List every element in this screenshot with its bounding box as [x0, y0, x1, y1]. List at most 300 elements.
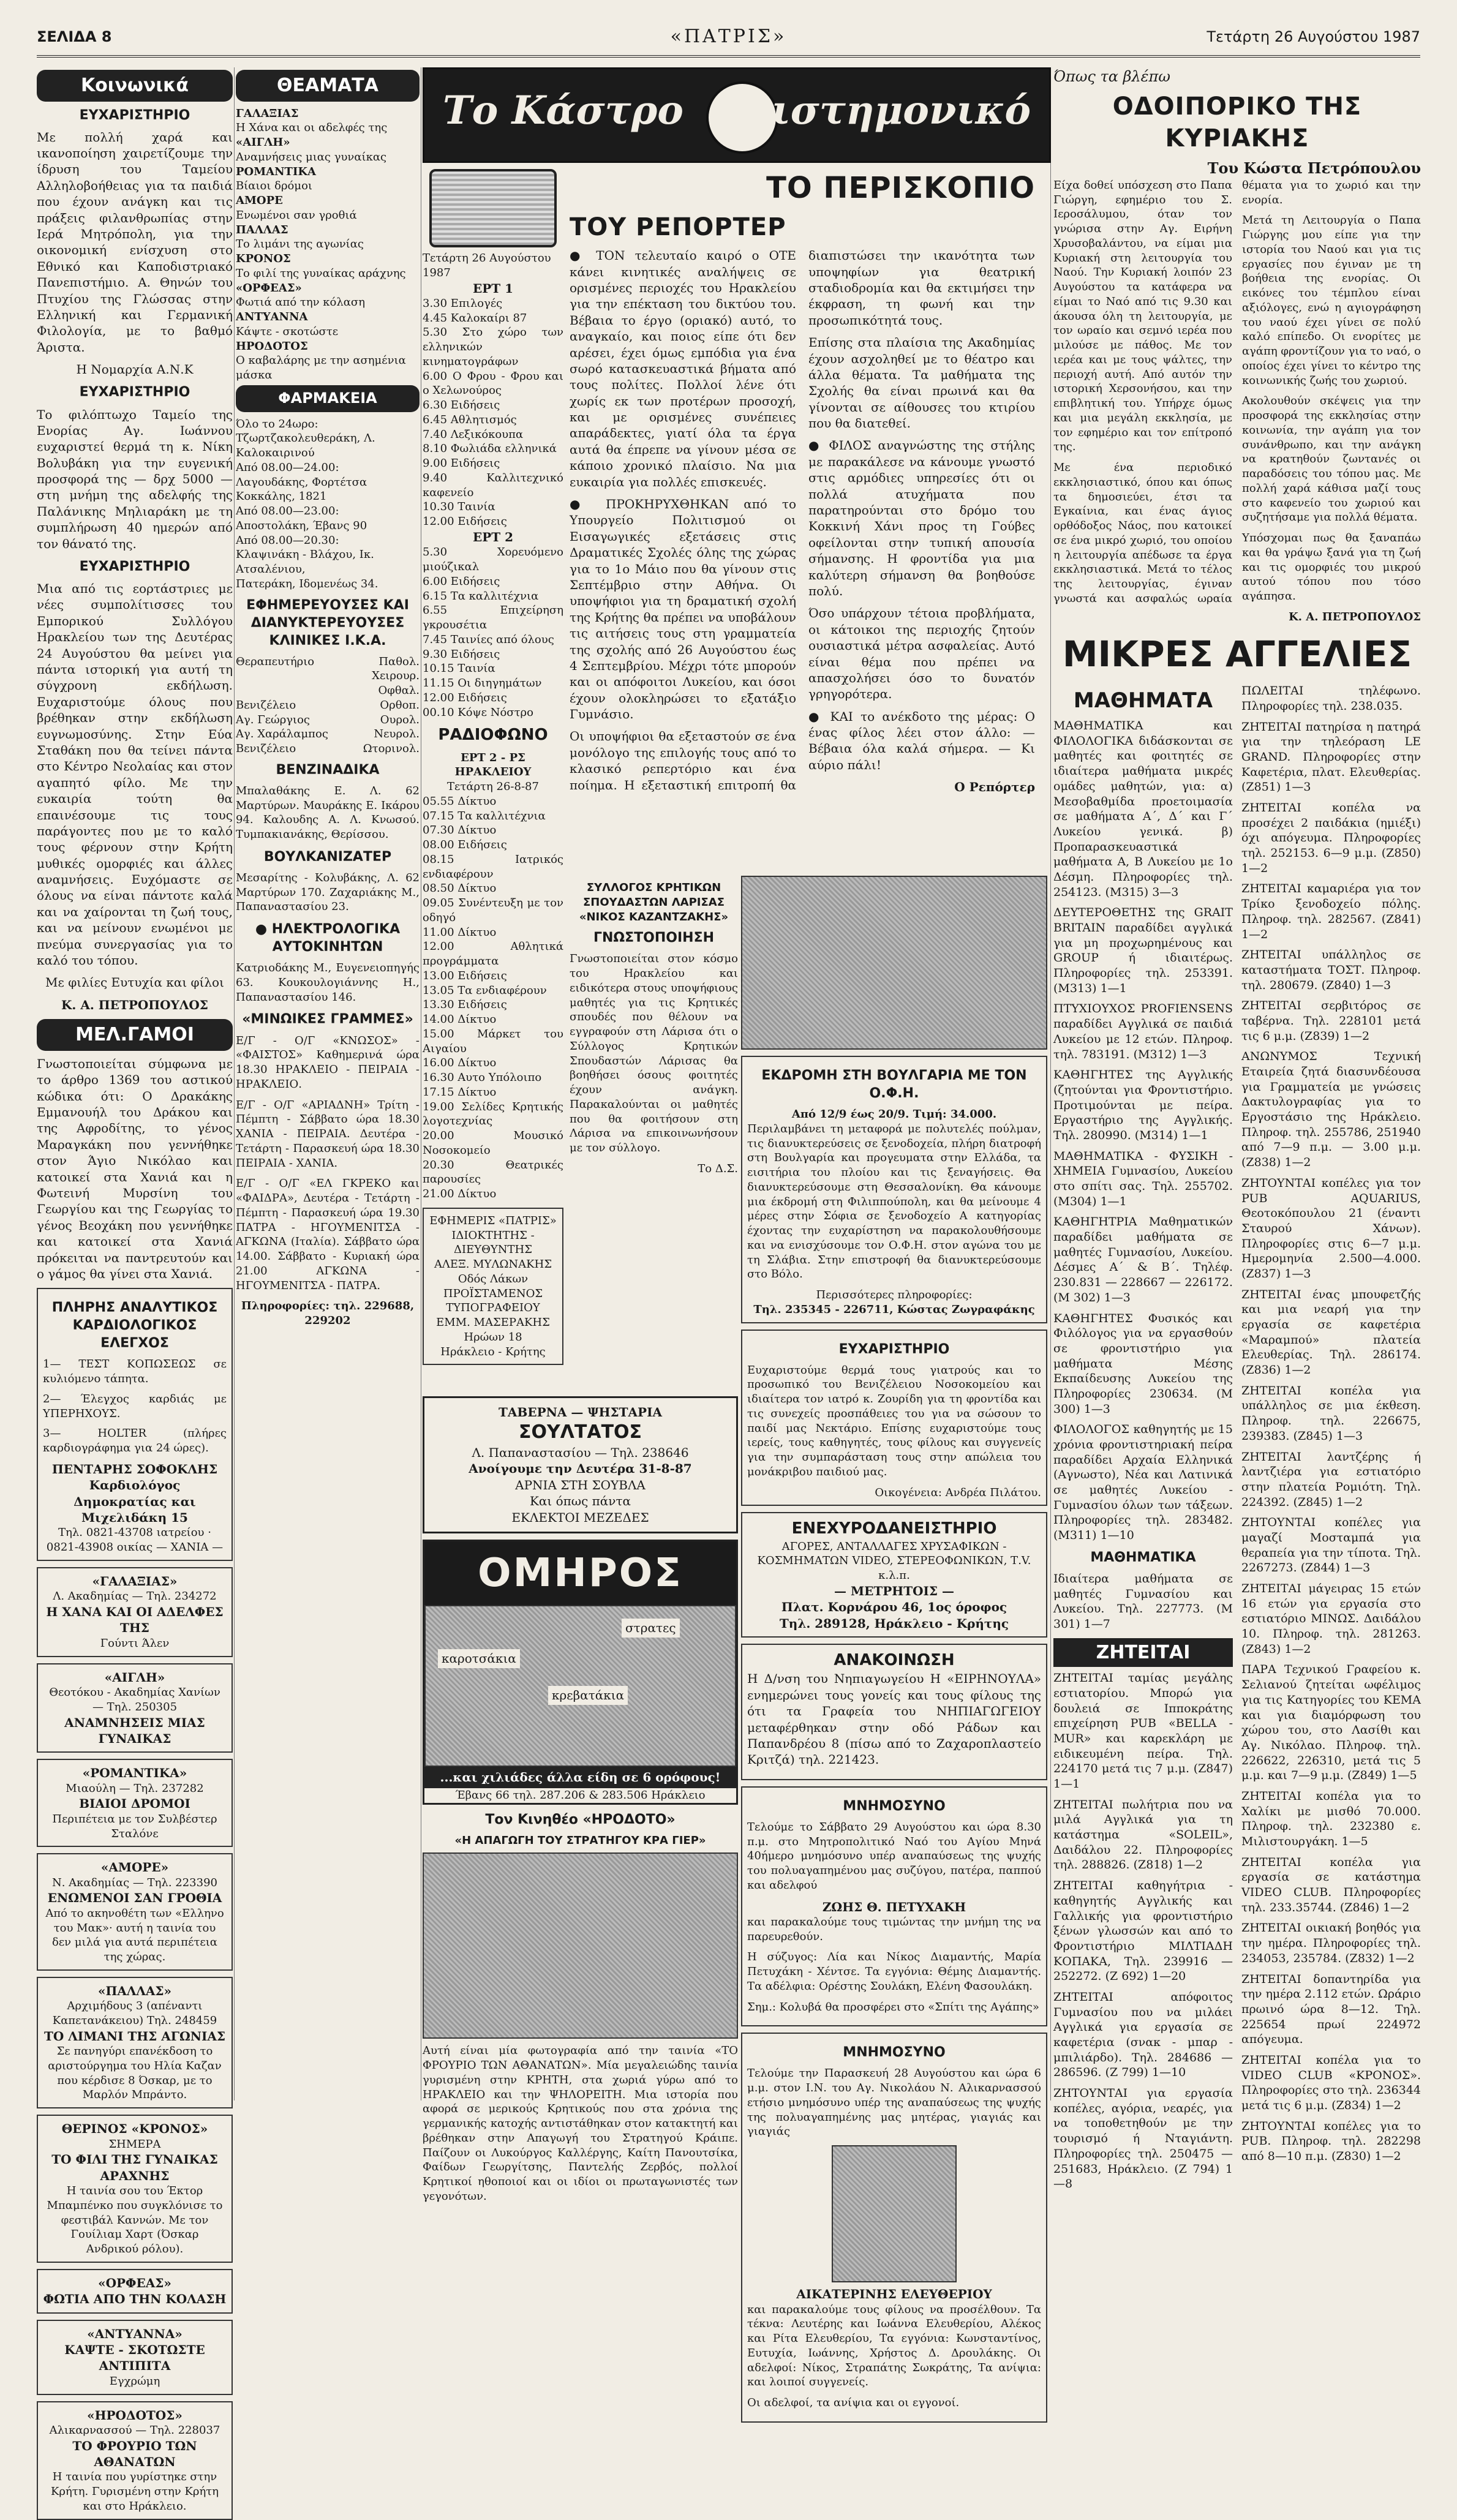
- schedule-item: 9.00 Ειδήσεις: [423, 457, 500, 470]
- cinema-short-film: Φωτιά από την κόλαση: [236, 296, 365, 309]
- clinic-specialty: Νευρολ.: [374, 728, 420, 741]
- tv-schedule: [423, 545, 563, 720]
- wanted-title: ΖΗΤΕΙΤΑΙ: [1053, 1638, 1233, 1668]
- film-description: Αυτή είναι μία φωτογραφία από την ταινία «ΤΟ ΦΡΟΥΡΙΟ ΤΩΝ ΑΘΑΝΑΤΩΝ». Μία μεγαλειώδης ταινία γυρισμένη στην ΚΡΗΤΗ, στα χωριά γύρω από το ΗΡΑΚΛΕΙΟ και την ΨΗΛΟΡΕΙΤΗ. Μια ιστορία που αφορά σε μερικούς Κρητικούς που στα χρόνια της γερμανικής κατοχής αντιστάθηκαν στον κατακτητή και βρέθηκαν στην Απαγωγή του Στρατηγού Κράιπε. Παίζουν οι Λυκούργος Καλλέργης, Καίτη Πανουτσίκα, Φαίδων Γεωργίτσης, Παντελής Ζερβός, πολλοί Κρητικοί ηθοποιοί και οι ιδίοι οι πρωταγωνιστές των γεγονότων.: [423, 2044, 738, 2203]
- memorial-note: Οι αδελφοί, τα ανίψια και οι εγγονοί.: [747, 2396, 960, 2410]
- memorial-notice: [741, 1786, 1047, 2027]
- job-ad: ΖΗΤΕΙΤΑΙ καμαριέρα για τον Τρίκο ξενοδοχείο πόλης. Πληροφ. τηλ. 282567. (Ζ841) 1—2: [1241, 882, 1421, 941]
- cardiology-doctor: ΠΕΝΤΑΡΗΣ ΣΟΦΟΚΛΗΣ Καρδιολόγος: [51, 1461, 218, 1493]
- job-ad: ΖΗΤΕΙΤΑΙ κοπέλα για το Χαλίκι με μισθό 70.000. Πληροφ. τηλ. 232380 ε. Μιλιστουργάκη. 1—5: [1241, 1789, 1421, 1849]
- thanks-text: Ευχαριστούμε θερμά τους γιατρούς και το προσωπικό του Βενιζέλειου Νοσοκομείου και ιδιαίτερα τον ιατρό κ. Ζουρίδη για τη φροντίδα και τις συνεχείς προσπάθειες του για να σώσουν το παιδί μας Νεκτάριο. Επίσης ευχαριστούμε τους ιερείς, τους καθηγητές, τους φίλους και συγγενείς για την συμπαράσταση τους στην απώλεια του μονάκριβου παιδιού μας.: [747, 1363, 1041, 1478]
- schedule-item: 6.00 Ο Φρου - Φρου και ο Χελωνούρος: [423, 369, 563, 397]
- schedule-item: 3.30 Επιλογές: [423, 296, 503, 310]
- cinema-info: Λ. Ακαδημίας — Τηλ. 234272: [53, 1590, 217, 1603]
- schedule-item: 6.55 Επιχείρηση γκρουσέτια: [423, 604, 563, 632]
- radio-station: ΕΡΤ 2 - ΡΣ ΗΡΑΚΛΕΙΟΥ: [454, 751, 532, 779]
- feature-paragraph: Μετά τη Λειτουργία ο Παπα Γιώργης μου είπε για την ιστορία του Ναού και για τις εργασίες που έγιναν με τη βοήθεια της ενορίας. Οι εικόνες του τέμπλου είναι αξιόλογες, ενώ η αγιογράφηση του ναού έχει γίνει σε πολύ καλό επίπεδο. Οι ενορίτες με αγάπη φροντίζουν για το ναό, ο οποίος έχει γίνει το κέντρο της κοινωνικής ζωής του χωριού.: [1242, 214, 1421, 387]
- notice-title: ΓΝΩΣΤΟΠΟΙΗΣΗ: [593, 930, 715, 946]
- fuel-title: ΒΕΝΖΙΝΑΔΙΚΑ: [276, 762, 380, 778]
- job-ad: ΖΗΤΕΙΤΑΙ ένας μπουφετζής και μια νεαρή για την εργασία σε καφετέρια «Μαραμπού» πλατεία Ελευθερίας. Τηλ. 286174. (Ζ836) 1—2: [1241, 1287, 1421, 1377]
- memorial-notice: [741, 2033, 1047, 2422]
- cinema-ad: [37, 2115, 233, 2263]
- clinics-title: ΕΦΗΜΕΡΕΥΟΥΣΕΣ ΚΑΙ ΔΙΑΝΥΚΤΕΡΕΥΟΥΣΕΣ ΚΛΙΝΙΚΕΣ Ι.Κ.Α.: [246, 597, 409, 649]
- wanted-ad: ΖΗΤΕΙΤΑΙ πωλήτρια που να μιλά Αγγλικά για τη κατάστημα «SOLEIL», Δαιδάλου 22. Πληροφορίες τηλ. 288826. (Ζ818) 1—2: [1053, 1797, 1233, 1872]
- kindergarten-ad: [741, 1644, 1047, 1780]
- clinic-specialty: Ωτορινολ.: [363, 742, 420, 756]
- schedule-item: 08.00 Ειδήσεις: [423, 838, 507, 852]
- cinema-note: Η ταινία που γυρίστηκε στην Κρήτη. Γυρισμένη στην Κρήτη και στο Ηράκλειο.: [50, 2470, 219, 2513]
- lessons-list: [1053, 718, 1233, 1543]
- schedule-item: 6.15 Τα καλλιτέχνια: [423, 589, 539, 603]
- tavern-more: Και όπως πάντα: [529, 1494, 631, 1509]
- jobs-list: [1241, 683, 1421, 1783]
- cinema-film: ΕΝΩΜΕΝΟΙ ΣΑΝ ΓΡΟΘΙΑ: [47, 1890, 222, 1906]
- cardiology-address: Δημοκρατίας και Μιχελιδάκη 15: [73, 1494, 196, 1525]
- thanks-heading: ΕΥΧΑΡΙΣΤΗΡΙΟ: [79, 385, 190, 401]
- section-title-weddings: ΜΕΛ.ΓΑΜΟΙ: [37, 1019, 233, 1051]
- cinema-ad: [37, 1977, 233, 2108]
- social-paragraph: Το φιλόπτωχο Ταμείο της Ενορίας Αγ. Ιωάννου ευχαριστεί θερμά τη κ. Νίκη Βολυβάκη για την ευγενική προσφορά της — δρχ 5000 — στη μνήμη της αδελφής της Παλάνικης Μηλιαράκη με τη συμπλήρωση 40 ημερών από τον θάνατό της.: [37, 407, 233, 551]
- issue-date: Τετάρτη 26 Αυγούστου 1987: [1207, 28, 1420, 45]
- cinema-note: Η ταινία σου του Έκτορ Μπαμπένκο που συγκλόνισε το φεστιβάλ Καννών. Με τον Γουίλιαμ Χαρτ (Όσκαρ Ανδρικού ρόλου).: [47, 2184, 223, 2256]
- schedule-item: 9.30 Ειδήσεις: [423, 647, 500, 661]
- cinema-ad: [37, 2320, 233, 2395]
- job-ad: ΖΗΤΕΙΤΑΙ κοπέλα για το VIDEO CLUB «ΚΡΟΝΟΣ». Πληροφορίες στο τηλ. 236344 μετά τις 6 μ.μ. (Ζ834) 1—2: [1241, 2053, 1421, 2113]
- thanks-heading: ΕΥΧΑΡΙΣΤΗΡΙΟ: [79, 107, 190, 123]
- periscope-paragraph: ● ΚΑΙ το ανέκδοτο της μέρας: Ο ένας φίλος λέει στον άλλο: — Βέβαια όλα καλά σήμερα. — Κι αύριο πάλι!: [808, 709, 1035, 772]
- schedule-item: 21.00 Δίκτυο: [423, 1187, 497, 1201]
- lesson-ad: ΔΕΥΤΕΡΟΘΕΤΗΣ της GRAIT BRITAIN παραδίδει αγγλικά για μη προχωρημένους και GROUP ή ιδιαιτέρως. Πληροφορίες τηλ. 253391. (Μ313) 1—1: [1053, 906, 1233, 995]
- periscope-paragraph: Οι υποψήφιοι θα εξεταστούν σε ένα μονόλογο της επιλογής τους από το κλασικό ρεπερτόριο και ένα ποίημα. Η εξεταστική επιτροπή θα διαπιστώσει την ικανότητα των υποψηφίων για θεατρική σταδιοδρομία και θα εκτιμήσει την έκφραση, τη φωνή και την προσωπικότητά τους.: [570, 248, 1035, 792]
- shop-ad: [423, 1540, 738, 1805]
- ships-title: «ΜΙΝΩΙΚΕΣ ΓΡΑΜΜΕΣ»: [242, 1012, 413, 1028]
- tavern-address: Λ. Παπαναστασίου — Τηλ. 238646: [472, 1445, 689, 1460]
- trip-info: Περισσότερες πληροφορίες:: [816, 1288, 973, 1302]
- column-feature-classifieds: [1053, 67, 1421, 2191]
- trip-phone: Τηλ. 235345 - 226711, Κώστας Ζωγραφάκης: [753, 1303, 1035, 1316]
- column-announcements: [741, 876, 1047, 2410]
- pawnshop-services: ΑΓΟΡΕΣ, ΑΝΤΑΛΛΑΓΕΣ ΧΡΥΣΑΦΙΚΩΝ - ΚΟΣΜΗΜΑΤΩΝ VIDEO, ΣΤΕΡΕΟΦΩΝΙΚΩΝ, Τ.V. κ.λ.π.: [757, 1540, 1031, 1582]
- page-header: [37, 24, 1420, 58]
- imprint-line: Οδός Λάκων: [457, 1272, 529, 1285]
- ship-schedule: Ε/Γ - Ο/Γ «ΑΡΙΑΔΝΗ» Τρίτη - Πέμπτη - Σάββατο ώρα 18.30 ΧΑΝΙΑ - ΠΕΙΡΑΙΑ. Δευτέρα - Τετάρτη - Παρασκευή ώρα 18.30 ΠΕΙΡΑΙΑ - ΧΑΝΙΑ.: [236, 1098, 420, 1170]
- memorial-note: Σημ.: Κολυβά θα προσφέρει στο «Σπίτι της Αγάπης»: [747, 2000, 1039, 2014]
- schedule-item: 16.30 Αυτο Υπόλοιπο: [423, 1071, 542, 1085]
- clinic-specialty: Ορθοπ.: [380, 698, 420, 712]
- cinema-info: ΣΗΜΕΡΑ: [108, 2137, 161, 2151]
- pharmacy-line: Λαγουδάκης, Φορτέτσα: [236, 475, 367, 489]
- cinema-ad: [37, 1567, 233, 1657]
- fuel-text: Μπαλαθάκης Ε. Λ. 62 Μαρτύρων. Μαυράκης Ε. Ικάρου 94. Καλουδης Α. Λ. Κνωσού. Τυμπακιανάκης, Θερίσσου.: [236, 784, 420, 841]
- schedule-item: 19.00 Σελίδες Κρητικής λογοτεχνίας: [423, 1100, 563, 1128]
- clinic-row: [236, 742, 420, 756]
- bus-illustration: [741, 876, 1047, 1050]
- cinema-short-film: Ο καβαλάρης με την ασημένια μάσκα: [236, 354, 406, 382]
- pharmacy-line: Τζωρτζακολευθεράκη, Λ. Καλοκαιρινού: [236, 432, 375, 460]
- cinema-film: ΤΟ ΦΡΟΥΡΙΟ ΤΩΝ ΑΘΑΝΑΤΩΝ: [72, 2438, 197, 2470]
- periscope-signature: Ο Ρεπόρτερ: [954, 780, 1035, 795]
- lesson-ad: ΜΑΘΗΜΑΤΙΚΑ και ΦΙΛΟΛΟΓΙΚΑ διδάσκονται σε μαθητές και φοιτητές σε ιδιαίτερα μαθήματα μικρές ομάδες μαθητών, για: α) Μεσοβαθμίδα προετοιμασία σε μαθήματα Α΄, Δ΄ και Γ΄ Λυκείου γενικά. β) Προπαρασκευαστικά μαθήματα Α, Β Λυκείου με 1ο Δέσμη. Πληροφορίες τηλ. 254123. (Μ315) 3—3: [1053, 719, 1233, 899]
- social-signature: Με φιλίες Ευτυχία και φίλοι: [45, 975, 224, 990]
- clinic-row: [236, 683, 420, 698]
- shop-phone: Έβανς 66 τηλ. 287.206 & 283.506 Ηράκλειο: [455, 1788, 706, 1802]
- memorial-text: Τελούμε το Σάββατο 29 Αυγούστου και ώρα 8.30 π.μ. στο Μητροπολιτικό Ναό του Αγίου Μηνά 40ήμερο μνημόσυνο υπέρ αναπαύσεως της ψυχής του πολυαγαπημένου μας συζύγου, πατέρα, παππού και αδελφού: [747, 1820, 1041, 1892]
- cinema-info: Θεοτόκου - Ακαδημίας Χανίων — Τηλ. 250305: [49, 1686, 220, 1713]
- memorial-text: και παρακαλούμε τους φίλους να προσέλθουν. Τα τέκνα: Λευτέρης και Ιωάννα Ελευθερίου, Αλέκος και Ρίτα Ελευθερίου, Τα εγγόνια: Κωνσταντίνος, Ευτυχία, Ιωάννης, Χρήστος Δ. Δρουλάκης. Οι αδελφοί: Νίκος, Στραπάτης Σωκράτης, Τα ανίψια: και λοιποί συγγενείς.: [747, 2303, 1041, 2389]
- column-entertainment: [236, 67, 420, 2101]
- clinic-row: [236, 713, 420, 728]
- vulcanizer-title: ΒΟΥΛΚΑΝΙΖΑΤΕΡ: [263, 849, 392, 865]
- lesson-ad: ΚΑΘΗΓΗΤΡΙΑ Μαθηματικών παραδίδει μαθήματα σε μαθητές Γυμνασίου, Λυκείου. Δέσμες Α΄ & Β΄. Τηλέφ. 230.831 — 228667 — 226172. (Μ 302) 1—3: [1053, 1215, 1233, 1304]
- cinema-ad: [37, 2269, 233, 2314]
- cardiology-item: 1— ΤΕΣΤ ΚΟΠΩΣΕΩΣ σε κυλιόμενο τάπητα.: [43, 1358, 227, 1386]
- pawnshop-title: ΕΝΕΧΥΡΟΔΑΝΕΙΣΤΗΡΙΟ: [791, 1519, 997, 1538]
- thanks-title: ΕΥΧΑΡΙΣΤΗΡΙΟ: [838, 1341, 950, 1357]
- cinema-short-name: ΚΡΟΝΟΣ: [236, 252, 291, 266]
- cinema-film: Η ΧΑΝΑ ΚΑΙ ΟΙ ΑΔΕΛΦΕΣ ΤΗΣ: [46, 1604, 224, 1636]
- tavern-opening: Ανοίγουμε την Δευτέρα 31-8-87: [469, 1461, 692, 1476]
- schedule-item: 15.00 Μάρκετ του Αιγαίου: [423, 1027, 563, 1055]
- job-ad: ΠΑΡΑ Τεχνικού Γραφείου κ. Σελιανού ζητείται ωφέλιμος για τις Κατηγορίες του ΚΕΜΑ και για διαμόρφωση του χώρου του, στο Λασίθι και Αγ. Νικόλαο. Πληροφ. τηλ. 226622, 226310, μετά τις 5 μ.μ. και 7—9 μ.μ. (Ζ849) 1—5: [1241, 1663, 1421, 1783]
- cinema-name: «ΑΙΓΛΗ»: [104, 1669, 165, 1685]
- cinema-name: «ΓΑΛΑΞΙΑΣ»: [92, 1573, 178, 1589]
- schedule-item: 11.15 Οι διηγημάτων: [423, 677, 542, 690]
- clinics-table: [236, 655, 420, 756]
- pawnshop-ad: [741, 1512, 1047, 1638]
- thanks-ad: [741, 1330, 1047, 1506]
- job-ad: ΖΗΤΕΙΤΑΙ πατηρίσα η πατηρά για την τηλεόραση LE GRAND. Πληροφορίες στην Καφετέρια, πλατ. Ελευθερίας. (Ζ851) 1—3: [1241, 720, 1421, 794]
- cinema-name: «ΑΜΟΡΕ»: [100, 1860, 169, 1875]
- cinema-name: «ΠΑΛΛΑΣ»: [97, 1983, 172, 1998]
- cinema-short-name: ΡΟΜΑΝΤΙΚΑ: [236, 165, 316, 178]
- lesson-ad: ΦΙΛΟΛΟΓΟΣ καθηγητής με 15 χρόνια φροντιστηριακή πείρα παραδίδει Αρχαία Ελληνικά (Αγνωστο), Νέα και Λατινικά σε μαθητές Λυκείου - Γυμνασίου όλων των τάξεων. Πληροφορίες τηλ. 283482. (Μ311) 1—10: [1053, 1423, 1233, 1543]
- feature-kicker: Όπως τα βλέπω: [1053, 68, 1170, 85]
- lesson-ad: ΜΑΘΗΜΑΤΙΚΑ - ΦΥΣΙΚΗ - ΧΗΜΕΙΑ Γυμνασίου, Λυκείου στο σπίτι σας. Τηλ. 255702. (Μ304) 1—1: [1053, 1149, 1233, 1208]
- cinema-ad: [37, 1663, 233, 1753]
- column-ads: [423, 1390, 738, 2203]
- periscope-article: [570, 165, 1035, 870]
- cinema-film: ΦΩΤΙΑ ΑΠΟ ΤΗΝ ΚΟΛΑΣΗ: [43, 2292, 227, 2307]
- trip-ad: [741, 1056, 1047, 1323]
- cinema-short-film: Αναμνήσεις μιας γυναίκας: [236, 150, 387, 164]
- feature-paragraph: Με ένα περιοδικό εκκλησιαστικό, όπου και όπως τα δημοσιεύει, έτσι τα Εγκαίνια, και ένας άγιος ορθόδοξος Νάος, που κατοικεί σε ένα μικρό χωριό, του οποίου η λειτουργία απέδωσε τα έργα εκκλησιαστικά. Μετά το τέλος της λειτουργίας, έγιναν γνωστά και ασφαλώς ωραία θέματα για το χωριό και την ενορία.: [1053, 178, 1421, 605]
- wanted-ad: ΖΗΤΟΥΝΤΑΙ για εργασία κοπέλες, αγόρια, νεαρές, για να τοποθετηθούν με την τουρισμό ή Νταγιάντη. Πληροφορίες τηλ. 250475 — 251683, Ηράκλειο. (Ζ 794) 1—8: [1053, 2086, 1233, 2191]
- schedule-item: 7.40 Λεξικόκουπα: [423, 427, 524, 441]
- trip-title: ΕΚΔΡΟΜΗ ΣΤΗ ΒΟΥΛΓΑΡΙΑ ΜΕ ΤΟΝ Ο.Φ.Η.: [761, 1068, 1027, 1102]
- tavern-kind: ΤΑΒΕΡΝΑ — ΨΗΣΤΑΡΙΑ: [499, 1405, 662, 1420]
- job-ad: ΖΗΤΕΙΤΑΙ κοπέλα να προσέχει 2 παιδάκια (ημιέξι) όχι απόγευμα. Πληροφορίες τηλ. 252153. 6—9 μ.μ. (Ζ850) 1—2: [1241, 801, 1421, 875]
- pharmacy-line: Κλαψινάκη - Βλάχου, Ικ. Ατσαλένιου,: [236, 548, 374, 576]
- pharmacy-list: [236, 417, 420, 592]
- cinema-name: ΘΕΡΙΝΟΣ «ΚΡΟΝΟΣ»: [61, 2121, 208, 2137]
- schedule-item: 16.00 Δίκτυο: [423, 1056, 497, 1070]
- pharmacy-line: Από 08.00—24.00:: [236, 461, 339, 474]
- cinema-info: Ν. Ακαδημίας — Τηλ. 223390: [51, 1876, 217, 1889]
- cinema-info: Μιαούλη — Τηλ. 237282: [66, 1781, 204, 1795]
- schedule-item: 14.00 Δίκτυο: [423, 1013, 497, 1026]
- periscope-paragraph: ● ΠΡΟΚΗΡΥΧΘΗΚΑΝ από το Υπουργείο Πολιτισμού οι Εισαγωγικές εξετάσεις στις Δραματικές Σχολές όλης της χώρας για το 1ο Μάιο που θα γίνουν στις Σεπτέμβριο στην Αθήνα. Οι υποψήφιοι για τη δραματική σχολή της Κρήτης θα πρέπει να υποβάλουν τις αιτήσεις τους στη γραμματεία της σχολής από 26 Αυγούστου έως 4 Σεπτεμβρίου. Μέχρι τότε μπορούν και οι απόφοιτοι Λυκείου, και όσοι έχουν ολοκληρώσει το εξατάξιο Γυμνάσιο.: [570, 497, 796, 722]
- schedule-item: 6.00 Ειδήσεις: [423, 574, 500, 588]
- schedule-item: 7.45 Ταινίες από όλους: [423, 633, 554, 646]
- clinic-name: Θεραπευτήριο: [236, 655, 315, 668]
- imprint-line: Ηρώων 18: [464, 1330, 522, 1344]
- cinema-short-film: Το λιμάνι της αγωνίας: [236, 238, 364, 251]
- cinema-listings: [37, 1567, 233, 2520]
- job-ad: ΠΩΛΕΙΤΑΙ τηλέφωνο. Πληροφορίες τηλ. 238.035.: [1241, 684, 1421, 713]
- cinema-ad: [37, 2401, 233, 2520]
- math-text: Ιδιαίτερα μαθήματα σε μαθητές Γυμνασίου και Λυκείου. Τηλ. 227773. (Μ 301) 1—7: [1053, 1571, 1233, 1631]
- imprint-line: ΕΜΜ. ΜΑΣΕΡΑΚΗΣ: [436, 1316, 550, 1330]
- schedule-item: 6.45 Αθλητισμός: [423, 413, 517, 426]
- periscope-title: ΤΟ ΠΕΡΙΣΚΟΠΙΟ: [766, 171, 1035, 205]
- pawnshop-phone: Τηλ. 289128, Ηράκλειο - Κρήτης: [779, 1615, 1009, 1631]
- imprint-line: Ηράκλειο - Κρήτης: [440, 1345, 546, 1358]
- clinic-specialty: Παθολ.: [378, 655, 420, 668]
- cinema-note: Γούντι Άλεν: [100, 1636, 170, 1650]
- cinema-name: «ΑΝΤΥΑΝΝΑ»: [87, 2326, 183, 2341]
- schedule-item: 07.15 Τα καλλιτέχνια: [423, 809, 546, 822]
- schedule-item: 05.55 Δίκτυο: [423, 794, 497, 808]
- electrician-title: ● ΗΛΕΚΤΡΟΛΟΓΙΚΑ ΑΥΤΟΚΙΝΗΤΩΝ: [255, 922, 401, 955]
- radio-schedule: [423, 794, 563, 1202]
- cinema-short-name: ΗΡΟΔΟΤΟΣ: [236, 339, 308, 353]
- tavern-meze: ΕΚΛΕΚΤΟΙ ΜΕΖΕΔΕΣ: [511, 1510, 649, 1525]
- product-illustration: [424, 1605, 736, 1767]
- cinema-film: ΑΝΑΜΝΗΣΕΙΣ ΜΙΑΣ ΓΥΝΑΙΚΑΣ: [64, 1715, 205, 1746]
- section-title-social: Κοινωνικά: [37, 70, 233, 102]
- schedule-item: 17.15 Δίκτυο: [423, 1085, 497, 1099]
- trip-text: Περιλαμβάνει τη μεταφορά με πολυτελές πούλμαν, τις διανυκτερεύσεις σε ξενοδοχεία, πλήρη διατροφή στη Βουλγαρία και προγευματα στην Ελλάδα, τα εισιτήρια του πλοίου και τις ξεναγήσεις. Θα διανυκτερεύσουμε στη Θεσσαλονίκη. Θα κάνουμε μια έκδρομή στη Φιλιππούπολη, και θα μείνουμε 4 μέρες στην Σόφια σε ξενοδοχείο Α κατηγορίας έχοντας την ευχαρίστηση να παρακολουθήσουμε και να ενισχύσουμε τον Ο.Φ.Η. στον αγώνα του με τη Σλάβια. Στην επιστροφή θα διανυκτερεύσουμε στο Βόλο.: [747, 1122, 1041, 1281]
- imprint-line: ΙΔΙΟΚΤΗΤΗΣ - ΔΙΕΥΘΥΝΤΗΣ: [451, 1228, 535, 1257]
- schedule-item: 5.30 Χορευόμενο μιούζικαλ: [423, 546, 563, 574]
- schedule-item: 08.15 Ιατρικός ενδιαφέρουν: [423, 852, 563, 881]
- feature-byline: Του Κώστα Πετρόπουλου: [1207, 159, 1421, 178]
- pharmacy-line: Πατεράκη, Ιδομενέως 34.: [236, 577, 378, 590]
- radio-title: ΡΑΔΙΟΦΩΝΟ: [438, 726, 548, 745]
- pharmacy-line: Από 08.00—23.00:: [236, 505, 339, 518]
- schedule-item: 4.45 Καλοκαίρι 87: [423, 311, 527, 325]
- shop-slogan: ...και χιλιάδες άλλα είδη σε 6 ορόφους!: [424, 1767, 736, 1788]
- section-title-pharmacies: ΦΑΡΜΑΚΕΙΑ: [236, 385, 420, 412]
- schedule-item: 10.30 Ταινία: [423, 500, 495, 514]
- newspaper-imprint: [423, 1208, 563, 1366]
- tv-date: Τετάρτη 26 Αυγούστου 1987: [423, 252, 551, 279]
- social-paragraph: Μια από τις εορτάστριες με νέες συμπολίτισσες του Εμπορικού Συλλόγου Ηρακλείου των της Δευτέρας 24 Αυγούστου θα μείνει για πάντα ιστορική για αυτή τη σύγχρονη εκδήλωση. Ευχαριστούμε όλους που βρέθηκαν στην εκδήλωση ευγνωμοσύνης. Στην Εύα Σταθάκη που θα τείνει πάντα στο Κέντρο Νεολαίας και στον αγαπητό φίλο. Με την ευκαιρία τούτη θα επαινέσουμε τις τους παράγοντες που με το καλό τους φέρνουν στην Κρήτη μυθικές ομορφιές και άλλες αναμνήσεις. Ευχόμαστε σε όλους να είναι πάντοτε καλά και να χαίρονται τη ζωή τους, και να μείνουν ενωμένοι με πνεύμα συνεργασίας για το καλό του τόπου.: [37, 581, 233, 968]
- schedule-item: 6.30 Ειδήσεις: [423, 399, 500, 412]
- schedule-item: 08.50 Δίκτυο: [423, 882, 497, 895]
- cinema-short-film: Το φιλί της γυναίκας αράχνης: [236, 266, 406, 280]
- schedule-item: 8.10 Φωλιάδα ελληνικά: [423, 442, 557, 456]
- schedule-item: 13.30 Ειδήσεις: [423, 998, 507, 1012]
- portrait-photo: [832, 2145, 957, 2282]
- schedule-item: 20.30 Θεατρικές παρουσίες: [423, 1158, 563, 1186]
- job-ad: ΖΗΤΕΙΤΑΙ σερβιτόρος σε ταβέρνα. Τηλ. 228101 μετά τις 6 μ.μ. (Ζ839) 1—2: [1241, 999, 1421, 1043]
- tv-channel-1: ΕΡΤ 1: [472, 280, 514, 296]
- shop-name: ΟΜΗΡΟΣ: [424, 1541, 736, 1605]
- thanks-heading: ΕΥΧΑΡΙΣΤΗΡΙΟ: [79, 559, 190, 575]
- vulcanizer-text: Μεσαρίτης - Κολυβάκης, Λ. 62 Μαρτύρων 170. Ζαχαριάκης Μ., Παπαναστασίου 23.: [236, 871, 420, 914]
- schedule-item: 13.00 Ειδήσεις: [423, 969, 507, 982]
- cardiology-item: 2— Έλεγχος καρδιάς με ΥΠΕΡΗΧΟΥΣ.: [43, 1392, 227, 1420]
- lesson-ad: ΚΑΘΗΓΗΤΕΣ Φυσικός και Φιλόλογος για να εργασθούν σε φροντιστήριο για μαθήματα Μέσης Εκπαίδευσης Λυκείου της Πληροφορίες 230634. (Μ 300) 1—3: [1053, 1311, 1233, 1416]
- cinema-name: «ΗΡΟΔΟΤΟΣ»: [87, 2407, 183, 2423]
- electrician-text: Κατριοδάκης Μ., Ευγενειοπηγής 63. Κουκουλογιάννης Η., Παπαναστασίου 146.: [236, 961, 420, 1004]
- tavern-ad: [423, 1396, 738, 1533]
- cinema-short-film: Η Χάνα και οι αδελφές της: [236, 121, 388, 135]
- cinema-club-title: Τον Κινηθέο «ΗΡΟΔΟΤΟ»: [485, 1811, 676, 1827]
- feature-paragraph: Υπόσχομαι πως θα ξαναπάω και θα γράψω ξανά για τη ζωή και τις ομορφιές του μικρού αυτού τόπου που τόσο αγάπησα.: [1242, 532, 1421, 603]
- announcement-title: ΑΝΑΚΟΙΝΩΣΗ: [834, 1651, 955, 1670]
- social-signature: Κ. Α. ΠΕΤΡΟΠΟΥΛΟΣ: [61, 997, 208, 1012]
- trip-dates: Από 12/9 έως 20/9. Τιμή: 34.000.: [791, 1108, 997, 1121]
- cinema-film: ΤΟ ΦΙΛΙ ΤΗΣ ΓΥΝΑΙΚΑΣ ΑΡΑΧΝΗΣ: [51, 2152, 218, 2183]
- column-rule: [1050, 67, 1051, 2101]
- job-ad: ΖΗΤΕΙΤΑΙ λαντζέρης ή λαντζιέρα για εστιατόριο στην πλατεία Ρομιότη. Τηλ. 224392. (Ζ845) 1—2: [1241, 1450, 1421, 1509]
- memorial-title: ΜΝΗΜΟΣΥΝΟ: [843, 2045, 946, 2061]
- schedule-item: 13.05 Τα ενδιαφέρουν: [423, 984, 547, 997]
- imprint-line: ΕΦΗΜΕΡΙΣ «ΠΑΤΡΙΣ»: [429, 1214, 557, 1227]
- lessons-title: ΜΑΘΗΜΑΤΑ: [1073, 688, 1213, 713]
- lesson-ad: ΚΑΘΗΓΗΤΕΣ της Αγγλικής (ζητούνται για Φροντιστήριο. Προτιμούνται με πείρα. Εργαστήριο της Αγγλικής. Τηλ. 280990. (Μ314) 1—1: [1053, 1068, 1233, 1142]
- jobs-list: [1241, 1789, 1421, 2164]
- ship-info: Πληροφορίες: τηλ. 229688, 229202: [241, 1299, 415, 1328]
- cardiology-title: ΠΛΗΡΗΣ ΑΝΑΛΥΤΙΚΟΣ ΚΑΡΔΙΟΛΟΓΙΚΟΣ ΕΛΕΓΧΟΣ: [51, 1300, 218, 1352]
- students-title: ΣΥΛΛΟΓΟΣ ΚΡΗΤΙΚΩΝ ΣΠΟΥΔΑΣΤΩΝ ΛΑΡΙΣΑΣ «ΝΙΚΟΣ ΚΑΖΑΝΤΖΑΚΗΣ»: [579, 881, 729, 923]
- cinema-short-name: ΑΜΟΡΕ: [236, 194, 283, 208]
- cinema-short-film: Κάψτε - σκοτώστε: [236, 325, 339, 338]
- cinema-note: Από το ακηνοθέτη των «Ελληνο του Μακ»· αυτή η ταινία του δεν μιλά για αυτά περιπέτεια της χώρας.: [45, 1906, 224, 1964]
- job-ad: ΖΗΤΟΥΝΤΑΙ κοπέλες για τον PUB AQUARIUS, Θεοτοκόπουλου 21 (έναντι Σταυρού Χάνων). Πληροφορίες στις 6—7 μ.μ. Ημερομηνία 2.500—4.000. (Ζ837) 1—3: [1241, 1176, 1421, 1281]
- social-paragraph: Με πολλή χαρά και ικανοποίηση χαιρετίζουμε την ίδρυση του Ταμείου Αλληλοβοήθειας για τα παιδιά που έχουν ανάγκη και τις πράξεις φιλανθρωπίας στην Ιερά Μητρόπολη, για την οικονομική ενίσχυση στο Εθνικό και Καποδιστριακό Πανεπιστήμιο. Α. Θηνών του Πτυχίου της Γλώσσας στην Ελληνική και Γερμανική Φιλολογία, με το βαθμό Άριστα.: [37, 129, 233, 355]
- schedule-item: 12.00 Ειδήσεις: [423, 515, 507, 528]
- job-ad: ΖΗΤΕΙΤΑΙ κοπέλα για εργασία σε κατάστημα VIDEO CLUB. Πληροφορίες τηλ. 233.35744. (Ζ846) 1—2: [1241, 1855, 1421, 1914]
- clinic-name: Βενιζέλειο: [236, 698, 296, 712]
- memorial-name: ΑΙΚΑΤΕΡΙΝΗΣ ΕΛΕΥΘΕΡΙΟΥ: [796, 2287, 992, 2302]
- feature-paragraph: Είχα δοθεί υπόσχεση στο Παπα Γιώργη, εφημέριο του Σ. Ιεροσάλυμου, όταν τον γνώρισα στην Αγ. Ειρήνη Χρυσοβαλάντου, να είμαι μια Κυριακή στη λειτουργία του Ναού. Την Κυριακή λοιπόν 23 Αυγούστου τα κατάφερα να είμαι το Ναό από τις 9.30 και άκουσα όλη τη λειτουργία, με τον ωραίο και σεμνό ιερέα που μιλούσε με πάθος. Με τον ιερέα και με τους ψάλτες, την περιοχή αυτή. Από αυτόν την ιστορική Χερσονήσου, και την επιβλητική του. Υπήρχε όμως και μια μεγάλη εκκλησία, με τον εφημέριο και τον επίτροπό της.: [1053, 178, 1232, 454]
- job-ad: ΑΝΩΝΥΜΟΣ Τεχνική Εταιρεία ζητά διασυνδέουσα για Γραμματεία με γνώσεις Δακτυλογραφίας για το Εργοστάσιο της Ηράκλειο. Πληροφ. τηλ. 255786, 251940 από 7—9 π.μ. — 3.00 μ.μ. (Ζ838) 1—2: [1241, 1050, 1421, 1170]
- wedding-notice: Γνωστοποιείται σύμφωνα με το άρθρο 1369 του αστικού κώδικα ότι: Ο Δρακάκης Εμμανουήλ του Δράκου και της Αφροδίτης, το γένος Μαραγκάκη που γεννήθηκε στον Άγιο Νικόλαο και κατοικεί στα Χανιά και η Φωτεινή Μυρσίνη του Γεωργίου και της Γεωργίας το γένος Βεοχάκη που γεννήθηκε και κατοικεί στα Χανιά πρόκειται να παντρευτούν και ο γάμος θα γίνει στα Χανιά.: [37, 1056, 233, 1281]
- section-title-shows: ΘΕΑΜΑΤΑ: [236, 70, 420, 102]
- thanks-signature: Οικογένεια: Ανδρέα Πιλάτου.: [875, 1486, 1041, 1499]
- pawnshop-cash: — ΜΕΤΡΗΤΟΙΣ —: [834, 1583, 954, 1598]
- television-icon: [429, 169, 557, 247]
- job-ad: ΖΗΤΕΙΤΑΙ δοπαντηρίδα για την ημέρα 2.112 ετών. Ωράριο πρωινό ώρα 8—12. Τηλ. 225654 πρωί 224972 απόγευμα.: [1241, 1972, 1421, 2047]
- schedule-item: 9.40 Καλλιτεχνικό καφενείο: [423, 471, 563, 499]
- clinic-row: [236, 727, 420, 742]
- job-ad: ΖΗΤΟΥΝΤΑΙ κοπέλες για το PUB. Πληροφ. τηλ. 282298 από 8—10 π.μ. (Ζ830) 1—2: [1241, 2119, 1421, 2164]
- memorial-text: Τελούμε την Παρασκευή 28 Αυγούστου και ώρα 6 μ.μ. στον Ι.Ν. του Αγ. Νικολάου Ν. Αλικαρνασσού ετήσιο μνημόσυνο υπέρ της αναπαύσεως της ψυχής της πολυαγαπημένης μας μητέρας, γιαγιάς και γιαγιάς: [747, 2067, 1041, 2138]
- notice-text: Γνωστοποιείται στον κόσμο του Ηρακλείου και ειδικότερα στους υποψήφιους μαθητές για τις Κρητικές σπουδές που θέλουν να εγγραφούν στη Λάρισα ότι ο Σύλλογος Κρητικών Σπουδαστών Λάρισας θα βοηθήσει όσους φοιτητές έχουν ανάγκη. Παρακαλούνται οι μαθητές που θα φοιτήσουν στη Λάρισα να επικοινωνήσουν με τον σύλλογο.: [570, 952, 738, 1155]
- cinema-film: ΒΙΑΙΟΙ ΔΡΟΜΟΙ: [79, 1796, 190, 1811]
- periscope-subtitle: ΤΟΥ ΡΕΠΟΡΤΕΡ: [570, 213, 786, 242]
- column-social: [37, 67, 233, 2513]
- memorial-text: και παρακαλούμε τους τιμώντας την μνήμη της να παρευρεθούν.: [747, 1915, 1041, 1943]
- pharmacy-line: Αποστολάκη, Έβανς 90: [236, 519, 367, 532]
- ship-schedule: Ε/Γ - Ο/Γ «ΕΛ ΓΚΡΕΚΟ και «ΦΑΙΔΡΑ», Δευτέρα - Τετάρτη - Πέμπτη - Παρασκευή ώρα 19.30 ΠΑΤΡΑ - ΗΓΟΥΜΕΝΙΤΣΑ - ΑΓΚΩΝΑ (Ιταλία). Σάββατο ώρα 14.00. Σάββατο - Κυριακή ώρα 21.00 ΑΓΚΩΝΑ - ΗΓΟΥΜΕΝΙΤΣΑ - ΠΑΤΡΑ.: [236, 1177, 420, 1292]
- cinema-short-name: ΑΝΤΥΑΝΝΑ: [236, 310, 308, 324]
- product-label: κρεβατάκια: [548, 1686, 628, 1704]
- cinema-ad: [37, 1759, 233, 1847]
- cardiology-ad: [37, 1288, 233, 1561]
- periscope-paragraph: ● ΦΙΛΟΣ αναγνώστης της στήλης με παρακάλεσε να κάνουμε γνωστό στις αρμόδιες υπηρεσίες ότι οι πολλά ατυχήματα που παρατηρούνται στο δρόμο του Κοκκινή Χάνι προς τη Γούβες οφείλονται στην τυπική απουσία σήμανσης. Η φροντίδα για μια καλύτερη σήμανση θα βοηθούσε πολύ.: [808, 438, 1035, 598]
- clinic-row: [236, 669, 420, 683]
- lesson-ad: ΠΤΥΧΙΟΥΧΟΣ PROFIENSENS παραδίδει Αγγλικά σε παιδιά Λυκείου με 12 ετών. Πληροφ. τηλ. 783191. (Μ312) 1—3: [1053, 1002, 1233, 1061]
- schedule-item: 12.00 Αθλητικά προγράμματα: [423, 940, 563, 968]
- classifieds-left: [1053, 683, 1233, 2197]
- job-ad: ΖΗΤΕΙΤΑΙ κοπέλα για υπάλληλος σε μια έκθεση. Πληροφ. τηλ. 226675, 239383. (Ζ845) 1—3: [1241, 1383, 1421, 1443]
- cinema-note: Εγχρώμη: [109, 2374, 160, 2388]
- cinema-short-name: ΠΑΛΛΑΣ: [236, 223, 288, 236]
- math-title: ΜΑΘΗΜΑΤΙΚΑ: [1090, 1549, 1196, 1565]
- feature-banner: [423, 67, 1051, 163]
- feature-signature: Κ. Α. ΠΕΤΡΟΠΟΥΛΟΣ: [1289, 610, 1421, 623]
- cinema-short-film: Βίαιοι δρόμοι: [236, 179, 312, 193]
- schedule-item: 10.15 Ταινία: [423, 662, 495, 675]
- wanted-ad: ΖΗΤΕΙΤΑΙ καθηγήτρια - καθηγητής Αγγλικής και Γαλλικής για φροντιστήριο ξένων γλωσσών και από το Φροντιστήριο ΜΙΛΤΙΑΔΗ ΚΟΠΑΚΑ, Τηλ. 239916 — 252272. (Ζ 692) 1—20: [1053, 1879, 1233, 1984]
- job-ad: ΖΗΤΕΙΤΑΙ οικιακή βοηθός για την ημέρα. Πληροφορίες τηλ. 234053, 235784. (Ζ832) 1—2: [1241, 1921, 1421, 1965]
- clinic-specialty: Οφθαλ.: [378, 684, 420, 698]
- social-signature: Η Νομαρχία Α.Ν.Κ: [76, 362, 194, 377]
- cinema-note: Σε πανηγύρι επανέκδοση το αριστούργημα του Ηλία Καζαν που κέρδισε 8 Όσκαρ, με το Μαρλόν Μπράντο.: [48, 2045, 222, 2102]
- cinema-film: ΤΟ ΛΙΜΑΝΙ ΤΗΣ ΑΓΩΝΙΑΣ: [43, 2028, 226, 2044]
- tv-schedule: [423, 296, 563, 529]
- schedule-item: 00.10 Κόψε Νόστρο: [423, 705, 533, 719]
- notice-signature: Το Δ.Σ.: [698, 1162, 738, 1175]
- cinema-info: Αρχιμήδους 3 (απέναντι Καπετανάκειου) Τηλ. 248459: [52, 1999, 217, 2027]
- wanted-list: [1053, 1671, 1233, 2192]
- periscope-paragraph: ● ΤΟΝ τελευταίο καιρό ο ΟΤΕ κάνει κινητικές αναλήψεις σε ορισμένες περιοχές του Ηρακλείου για την επέκταση του δικτύου του. Βέβαια το έργο (οριακό) αυτό, το αναγκαίο, και ποιος είπε ότι δεν αρέσει, έχει όμως εμπόδια για ένα σωρό κατασκευαστικά βήματα από τους πολίτες. Πολλοί λένε ότι χωρίς εκ των προτέρων προσοχή, και με ορισμένες συνέπειες απαράδεκτες, γιατί όλα τα έργα αυτά θα έπρεπε να γίνουν μέσα σε κάποιο χρονικό πλαίσιο. Να μια ευκαιρία για πολλές επισκευές.: [570, 248, 796, 489]
- clinic-name: Βενιζέλειο: [236, 742, 296, 756]
- job-ad: ΖΗΤΟΥΝΤΑΙ κοπέλες για μαγαζί Μοσταμπά για θεραπεία για την τίποτα. Τηλ. 2267273. (Ζ844) 1—3: [1241, 1516, 1421, 1575]
- cinema-short-list: [236, 107, 420, 383]
- schedule-item: 09.05 Συνέντευξη με τον οδηγό: [423, 897, 563, 924]
- memorial-name: ΖΩΗΣ Θ. ΠΕΤΥΧΑΚΗ: [822, 1899, 966, 1914]
- schedule-item: 20.00 Μουσικό Νοσοκομείο: [423, 1129, 563, 1157]
- imprint-line: ΑΛΕΞ. ΜΥΛΩΝΑΚΗΣ: [434, 1258, 552, 1271]
- radio-date: Τετάρτη 26-8-87: [447, 780, 539, 794]
- banner-text-left: Το Κάστρο: [443, 88, 683, 134]
- memorial-title: ΜΝΗΜΟΣΥΝΟ: [843, 1798, 946, 1814]
- cinema-info: Αλικαρνασσού — Τηλ. 228037: [49, 2423, 220, 2437]
- cinema-name: «ΟΡΦΕΑΣ»: [98, 2275, 171, 2290]
- schedule-item: 11.00 Δίκτυο: [423, 925, 497, 939]
- pharmacy-line: Από 08.00—20.30:: [236, 533, 339, 547]
- cinema-ad: [37, 1853, 233, 1971]
- clinic-row: [236, 655, 420, 669]
- job-ad: ΖΗΤΕΙΤΑΙ υπάλληλος σε καταστήματα ΤΟΣΤ. Πληροφ. τηλ. 280679. (Ζ840) 1—3: [1241, 948, 1421, 992]
- pawnshop-address: Πλατ. Κορνάρου 46, 1ος όροφος: [781, 1600, 1007, 1615]
- clinic-row: [236, 698, 420, 713]
- ship-schedule: Ε/Γ - Ο/Γ «ΚΝΩΣΟΣ» - «ΦΑΙΣΤΟΣ» Καθημερινά ώρα 18.30 ΗΡΑΚΛΕΙΟ - ΠΕΙΡΑΙΑ - ΗΡΑΚΛΕΙΟ.: [236, 1034, 420, 1091]
- tavern-special: ΑΡΝΙΑ ΣΤΗ ΣΟΥΒΛΑ: [515, 1477, 646, 1492]
- pharmacy-line: Όλο το 24ωρο:: [236, 417, 318, 431]
- cinema-short-name: «ΟΡΦΕΑΣ»: [236, 281, 302, 295]
- clinic-specialty: Χειρουρ.: [372, 669, 420, 683]
- product-label: καροτσάκια: [438, 1649, 520, 1668]
- schedule-item: 12.00 Ειδήσεις: [423, 691, 507, 704]
- cinema-short-film: Ενωμένοι σαν γροθιά: [236, 208, 357, 222]
- cinema-short-name: «ΑΙΓΛΗ»: [236, 136, 290, 149]
- classifieds-right: [1241, 683, 1421, 2197]
- schedule-item: 07.30 Δίκτυο: [423, 824, 497, 837]
- tavern-name: ΣΟΥΛΤΑΤΟΣ: [518, 1421, 642, 1443]
- clinic-name: Αγ. Γεώργιος: [236, 713, 311, 726]
- periscope-paragraph: Επίσης στα πλαίσια της Ακαδημίας έχουν ασχοληθεί με το θέατρο και άλλα θέματα. Τα μαθήματα της Σχολής θα είναι πρωινά και θα γίνονται σε αίθουσες του κτιρίου που θα διατεθεί.: [808, 335, 1035, 431]
- column-rule: [234, 67, 235, 2101]
- announcement-text: Η Δ/νση του Νηπιαγωγείου Η «ΕΙΡΗΝΟΥΛΑ» ενημερώνει τους γονείς και τους φίλους της ότι τα Γραφεία του ΝΗΠΙΑΓΩΓΕΙΟΥ μεταφέρθηκαν στην οδό Ράδων και Παπανδρέου 8 (πίσω από το Ζαχαροπλαστείο Κριτζά) τηλ. 221423.: [747, 1671, 1041, 1767]
- cinema-club-subtitle: «Η ΑΠΑΓΩΓΗ ΤΟΥ ΣΤΡΑΤΗΓΟΥ ΚΡΑ ΓΙΕΡ»: [454, 1834, 706, 1847]
- imprint-line: ΠΡΟΪΣΤΑΜΕΝΟΣ ΤΥΠΟΓΡΑΦΕΙΟΥ: [443, 1287, 543, 1315]
